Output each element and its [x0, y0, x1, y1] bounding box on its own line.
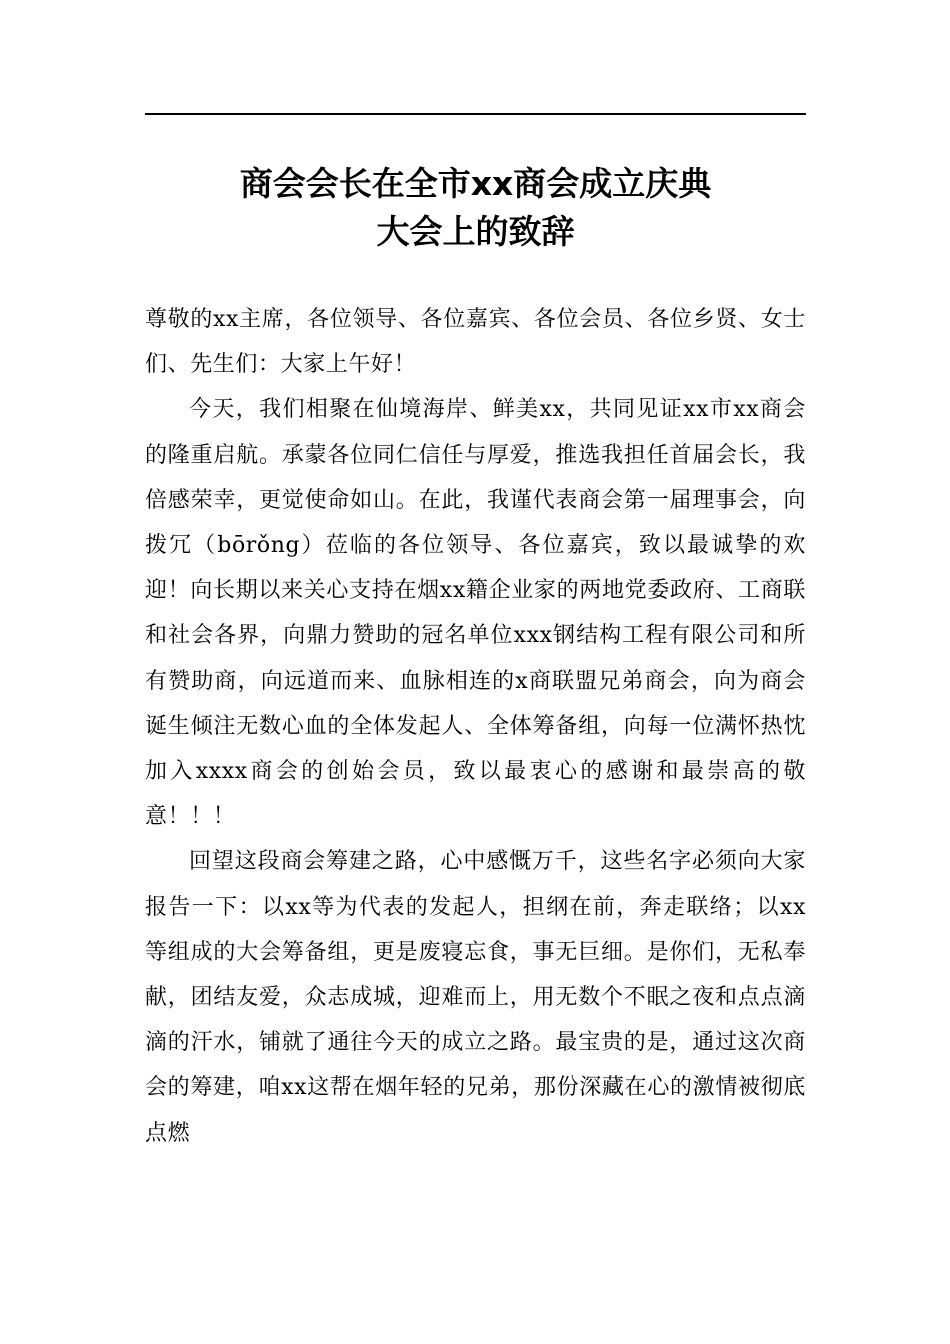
header-rule	[145, 113, 806, 115]
title-line-2: 大会上的致辞	[376, 212, 575, 251]
paragraph-opening: 今天，我们相聚在仙境海岸、鲜美xx，共同见证xx市xx商会的隆重启航。承蒙各位同仁信任与厚爱，推选我担任首届会长，我倍感荣幸，更觉使命如山。在此，我谨代表商会第一届理事会，向拨冗（bōrǒng）莅临的各位领导、各位嘉宾，致以最诚挚的欢迎！向长期以来关心支持在烟xx籍企业家的两地党委政府、工商联和社会各界，向鼎力赞助的冠名单位xxx钢结构工程有限公司和所有赞助商，向远道而来、血脉相连的x商联盟兄弟商会，向为商会诞生倾注无数心血的全体发起人、全体筹备组，向每一位满怀热忱加入xxxx商会的创始会员，致以最衷心的感谢和最崇高的敬意！！！	[145, 397, 806, 830]
document-body	[145, 297, 806, 1156]
title-line-1: 商会会长在全市xx商会成立庆典	[239, 164, 712, 203]
paragraph-salutation: 尊敬的xx主席，各位领导、各位嘉宾、各位会员、各位乡贤、女士们、先生们：大家上午好！	[145, 307, 806, 378]
document-title	[145, 160, 806, 256]
paragraph-review: 回望这段商会筹建之路，心中感慨万千，这些名字必须向大家报告一下：以xx等为代表的发起人，担纲在前，奔走联络；以xx等组成的大会筹备组，更是废寝忘食，事无巨细。是你们，无私奉献，团结友爱，众志成城，迎难而上，用无数个不眠之夜和点点滴滴的汗水，铺就了通往今天的成立之路。最宝贵的是，通过这次商会的筹建，咱xx这帮在烟年轻的兄弟，那份深藏在心的激情被彻底点燃	[145, 849, 806, 1146]
